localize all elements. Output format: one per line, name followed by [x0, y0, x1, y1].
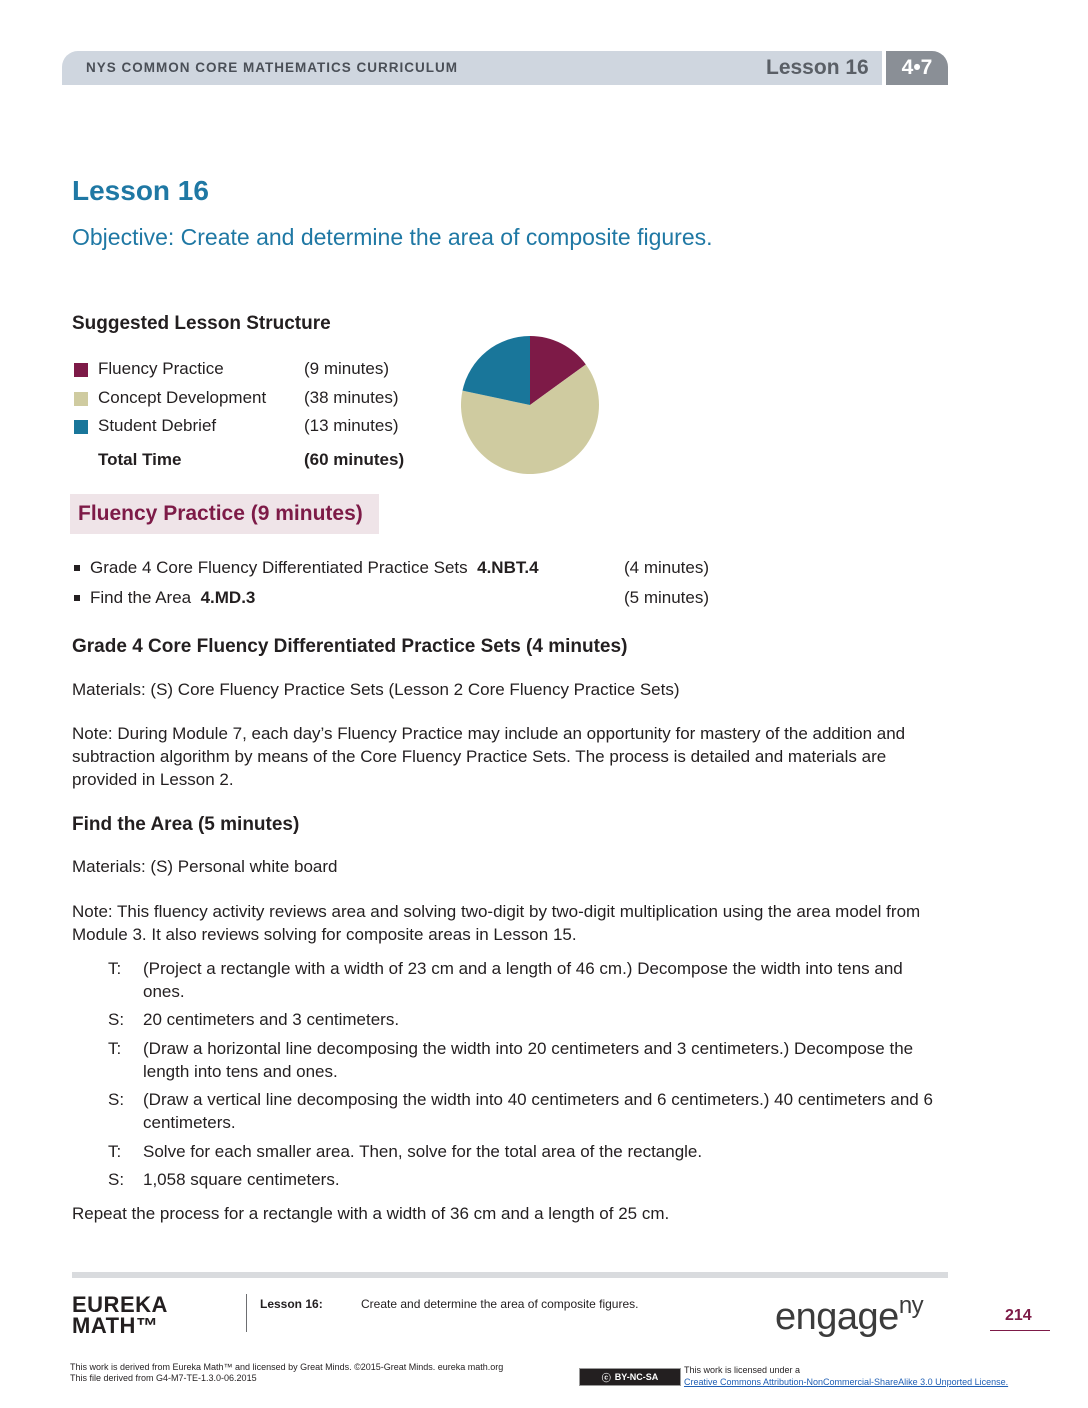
- dialogue-text: (Project a rectangle with a width of 23 cm and a length of 46 cm.) Decompose the width into tens and ones.: [143, 959, 903, 1001]
- engageny-logo: [775, 1292, 924, 1339]
- page-number: 214: [1005, 1307, 1032, 1324]
- credit-line: This file derived from G4-M7-TE-1.3.0-06.2015: [70, 1373, 257, 1383]
- list-item: [74, 558, 734, 582]
- standard-code: 4.NBT.4: [477, 558, 539, 577]
- speaker: S:: [108, 1090, 125, 1109]
- structure-item-concept: [74, 388, 414, 412]
- structure-item-debrief: [74, 416, 414, 440]
- dialogue-text: 1,058 square centimeters.: [143, 1170, 340, 1189]
- section-heading-practice-sets: Grade 4 Core Fluency Differentiated Practice Sets (4 minutes): [72, 636, 628, 657]
- lesson-structure-pie-chart: [455, 330, 605, 480]
- structure-item-label: Student Debrief: [98, 416, 217, 435]
- cc-badge-label: BY-NC-SA: [614, 1372, 659, 1382]
- footer-credit: [70, 1362, 503, 1384]
- bullet-label: [90, 588, 255, 608]
- header-lesson: Lesson 16: [766, 56, 869, 79]
- license-notice: [684, 1364, 1008, 1388]
- dialogue-line: [108, 1037, 948, 1083]
- license-link[interactable]: Creative Commons Attribution-NonCommercial-ShareAlike 3.0 Unported License.: [684, 1377, 1009, 1387]
- curriculum-title: NYS COMMON CORE MATHEMATICS CURRICULUM: [86, 60, 458, 75]
- concept-swatch: [74, 392, 88, 406]
- dialogue-text: (Draw a vertical line decomposing the width into 40 centimeters and 6 centimeters.) 40 centimeters and 6 centimeters.: [143, 1090, 933, 1132]
- structure-total: [74, 450, 414, 474]
- grade-module-badge: 4•7: [886, 51, 948, 85]
- eureka-math-logo: [72, 1294, 168, 1336]
- footer-divider: [246, 1294, 247, 1332]
- dialogue-line: [108, 1168, 948, 1191]
- license-line: This work is licensed under a: [684, 1365, 801, 1375]
- dialogue-text: Solve for each smaller area. Then, solve for the total area of the rectangle.: [143, 1142, 703, 1161]
- bullet-icon: [74, 565, 80, 571]
- speaker: S:: [108, 1010, 125, 1029]
- bullet-icon: [74, 595, 80, 601]
- speaker: T:: [108, 959, 122, 978]
- dialogue-line: [108, 1088, 948, 1134]
- fluency-swatch: [74, 363, 88, 377]
- standard-code: 4.MD.3: [200, 588, 256, 607]
- fluency-heading: Fluency Practice (9 minutes): [78, 502, 363, 525]
- bullet-time: (5 minutes): [624, 588, 710, 607]
- engage-text: engage: [775, 1296, 899, 1338]
- note-find-area: Note: This fluency activity reviews area and solving two-digit by two-digit multiplication using the area model from Module 3. It also reviews solving for composite areas in Lesson 15.: [72, 902, 921, 944]
- section-heading-find-area: Find the Area (5 minutes): [72, 814, 300, 835]
- bullet-text: Grade 4 Core Fluency Differentiated Practice Sets: [90, 558, 468, 577]
- debrief-swatch: [74, 420, 88, 434]
- closing-instruction: Repeat the process for a rectangle with a width of 36 cm and a length of 25 cm.: [72, 1204, 670, 1223]
- list-item: [74, 588, 734, 612]
- eureka-logo-line1: EUREKA: [72, 1292, 168, 1317]
- structure-heading: Suggested Lesson Structure: [72, 313, 331, 334]
- speaker: S:: [108, 1170, 125, 1189]
- dialogue-text: 20 centimeters and 3 centimeters.: [143, 1010, 400, 1029]
- lesson-objective: Objective: Create and determine the area of composite figures.: [72, 224, 713, 250]
- total-label: Total Time: [98, 450, 182, 469]
- dialogue-line: [108, 1140, 948, 1163]
- footer-rule: [72, 1272, 948, 1278]
- total-time: (60 minutes): [304, 450, 405, 469]
- structure-item-label: Concept Development: [98, 388, 267, 407]
- structure-item-time: (13 minutes): [304, 416, 399, 435]
- eureka-logo-line2: MATH™: [72, 1313, 159, 1338]
- credit-line: This work is derived from Eureka Math™ and licensed by Great Minds. ©2015-Great Minds. eureka math.org: [70, 1362, 504, 1372]
- footer-lesson-objective: Create and determine the area of composite figures.: [361, 1297, 639, 1311]
- speaker: T:: [108, 1039, 122, 1058]
- page-title: Lesson 16: [72, 175, 209, 206]
- note-practice-sets: Note: During Module 7, each day’s Fluency Practice may include an opportunity for mastery of the addition and subtraction algorithm by means of the Core Fluency Practice Sets. The process is detailed and materials are provided in Lesson 2.: [72, 724, 906, 789]
- engage-ny-text: ny: [898, 1292, 924, 1319]
- dialogue-line: [108, 1008, 948, 1031]
- structure-item-fluency: [74, 359, 414, 383]
- bullet-time: (4 minutes): [624, 558, 710, 577]
- structure-item-time: (9 minutes): [304, 359, 390, 378]
- materials-find-area: Materials: (S) Personal white board: [72, 857, 338, 876]
- materials-practice-sets: Materials: (S) Core Fluency Practice Sets (Lesson 2 Core Fluency Practice Sets): [72, 680, 680, 699]
- footer-lesson-label: Lesson 16:: [260, 1297, 323, 1311]
- creative-commons-badge-icon[interactable]: ⓒ BY-NC-SA: [579, 1368, 681, 1386]
- bullet-text: Find the Area: [90, 588, 192, 607]
- page-number-underline: [990, 1330, 1050, 1331]
- structure-item-time: (38 minutes): [304, 388, 399, 407]
- bullet-label: [90, 558, 539, 578]
- dialogue-line: [108, 957, 948, 1003]
- speaker: T:: [108, 1142, 122, 1161]
- dialogue-text: (Draw a horizontal line decomposing the width into 20 centimeters and 3 centimeters.) Decompose the length into tens and ones.: [143, 1039, 914, 1081]
- structure-item-label: Fluency Practice: [98, 359, 224, 378]
